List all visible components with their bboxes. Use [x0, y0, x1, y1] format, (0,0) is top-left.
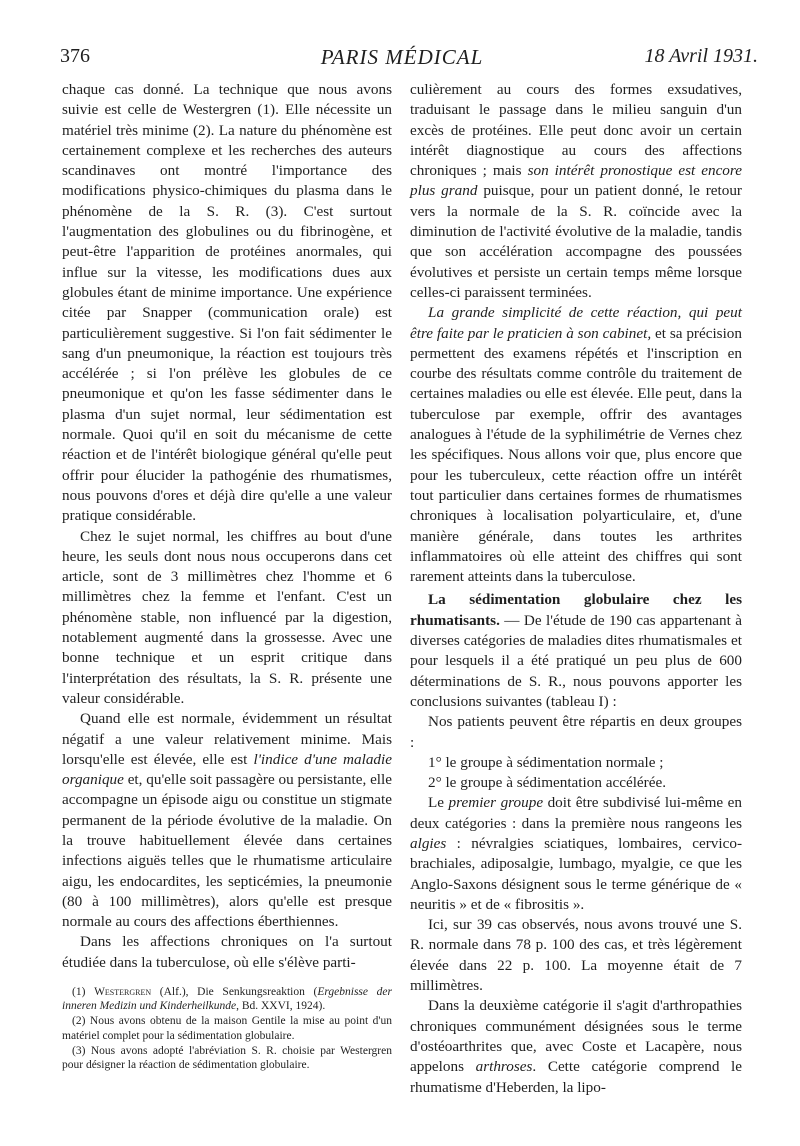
paragraph: Dans les affections chroniques on l'a surtout étudiée dans la tuberculose, où elle s'élève parti-	[62, 933, 392, 971]
paragraph	[410, 303, 742, 587]
section-heading: La sédimentation globulaire chez les rhumatisants.	[410, 591, 742, 629]
paragraph	[410, 590, 742, 712]
paragraph	[410, 793, 742, 915]
paragraph: Chez le sujet normal, les chiffres au bout d'une heure, les seuls dont nous nous occuperons dans cet article, sont de 3 millimètres chez l'homme et 6 millimètres chez la femme et l'enfant. C'est un phénomène stable, non influencé par la digestion, notablement augmenté dans la grossesse. Avec une bonne technique et un esprit critique dans l'interprétation des résultats, la S. R. présente une valeur considérable.	[62, 527, 392, 707]
page-header	[46, 45, 758, 75]
left-column	[62, 80, 392, 1073]
footnote-3: (3) Nous avons adopté l'abréviation S. R. choisie par Westergren pour désigner la réaction de sédimentation globulaire.	[62, 1044, 392, 1072]
page-number: 376	[60, 45, 90, 67]
footnote-2: (2) Nous avons obtenu de la maison Gentile la mise au point d'un matériel complet pour la sédimentation globulaire.	[62, 1015, 392, 1042]
footnote-author: Westergren	[94, 986, 152, 999]
issue-date: 18 Avril 1931.	[644, 45, 758, 67]
text-run: et, qu'elle soit passagère ou persistante, elle accompagne un épisode aigu ou constitue un stigmate permanent de la période évolutive de la maladie. On la trouve habituellement élevée dans certaines infections aiguës telles que le rhumatisme articulaire aigu, les endocardites, les septicémies, la pneumonie (80 à 100 millimètres), alors qu'elle est presque normale au cours des affections éberthiennes.	[62, 771, 392, 931]
text-run: Le	[428, 794, 449, 812]
text-run: , Bd. XXVI, 1924).	[236, 1000, 326, 1013]
list-item: 1° le groupe à sédimentation normale ;	[428, 753, 664, 771]
text-run: culièrement au cours des formes exsudatives, traduisant le passage dans le milieu sanguin d'un excès de protéines. Elle peut donc avoir un certain intérêt diagnostique au cours des affections chroniques ; mais	[410, 81, 742, 180]
footnotes	[62, 985, 392, 1072]
italic-emphasis: La grande simplicité de cette réaction, qui peut être faite par le praticien à son cabinet,	[410, 304, 742, 342]
text-run: et sa précision permettent des examens répétés et l'inscription en courbe des résultats comme contrôle du traitement de certaines maladies ou elle est élevée. Elle peut, dans la tuberculose par exemple, offrir des avantages analogues à l'étude de la syphilimétrie de Vernes chez les spécifiques. Nous allons voir que, plus encore que pour les tuberculeux, cette réaction offre un intérêt tout particulier dans certaines formes de rhumatismes chroniques à localisation polyarticulaire, et, d'une manière générale, dans toutes les arthrites inflammatoires où elle atteint des chiffres qui sont rarement atteints dans la tuberculose.	[410, 324, 742, 586]
footnote-1: (1) Westergren (Alf.), Die Senkungsreaktion (Ergebnisse der inneren Medizin und Kinderheilkunde, Bd. XXVI, 1924).	[62, 986, 392, 1013]
text-run: puisque, pour un patient donné, le retour vers la normale de la S. R. coïncide avec la diminution de l'activité évolutive de la maladie, tandis que son accélération accompagne des poussées évolutives et persiste un certain temps même lorsque celles-ci paraissent terminées.	[410, 182, 742, 301]
paragraph: Nos patients peuvent être répartis en deux groupes :	[410, 713, 742, 751]
text-run: — De l'étude de 190 cas appartenant à diverses catégories de maladies dites rhumatismales et pour lesquels il a été pratiqué un peu plus de 600 déterminations de S. R., nous pouvons apporter les conclusions suivantes (tableau I) :	[410, 611, 742, 710]
italic-emphasis: premier groupe	[448, 794, 544, 812]
footnote-work-title: Ergebnisse der inneren Medizin und Kinderheilkunde	[62, 986, 392, 1013]
text-run: Quand elle est normale, évidemment un résultat négatif a une valeur relativement minime. Mais lorsqu'elle est élevée, elle est	[62, 710, 392, 768]
paragraph: Ici, sur 39 cas observés, nous avons trouvé une S. R. normale dans 78 p. 100 des cas, et très légèrement élevée dans 22 p. 100. La moyenne était de 7 millimètres.	[410, 916, 742, 995]
paragraph	[62, 709, 392, 932]
text-run: doit être subdivisé lui-même en deux catégories : dans la première nous rangeons les	[410, 794, 742, 832]
italic-emphasis: arthroses	[475, 1058, 533, 1076]
paragraph	[410, 80, 742, 303]
list-item: 2° le groupe à sédimentation accélérée.	[428, 774, 666, 792]
italic-emphasis: algies	[410, 834, 447, 852]
text-run: : névralgies sciatiques, lombaires, cervico-brachiales, adiposalgie, lumbago, myalgie, ce que les Anglo-Saxons désignent sous le terme générique de « neuritis » et de « fibrositis ».	[410, 834, 742, 913]
text-run: (Alf.), Die Senkungsreaktion (	[151, 986, 318, 999]
text-run: . Cette catégorie comprend le rhumatisme d'Heberden, la lipo-	[410, 1058, 742, 1096]
italic-emphasis: son intérêt pronostique est encore plus grand	[410, 162, 742, 200]
paragraph	[410, 996, 742, 1097]
italic-emphasis: l'indice d'une maladie organique	[62, 750, 392, 789]
paragraph: chaque cas donné. La technique que nous avons suivie est celle de Westergren (1). Elle nécessite un matériel très minime (2). La nature du phénomène est certainement complexe et les recherches des auteurs scandinaves ont montré l'importance des modifications physico-chimiques du plasma dans le phénomène de la S. R. (3). C'est surtout l'augmentation des globulines ou du fibrinogène, et peut-être l'apparition de protéines anormales, qui influe sur la vitesse, les modifications dues aux globules étant de minime importance. Une expérience citée par Snapper (communication orale) est particulièrement suggestive. Si l'on fait sédimenter le sang d'un pneumonique, la réaction est toujours très accélérée ; si l'on prélève les globules de ce pneumonique et qu'on les fasse sédimenter dans le plasma d'un sujet normal, leur sédimentation est normale. Quoi qu'il en soit du mécanisme de cette réaction et de l'intérêt biologique général qu'elle peut offrir pour élucider la pathogénie des rhumatismes, nous pouvons d'ores et déjà dire qu'elle a une valeur pratique considérable.	[62, 81, 392, 525]
right-column	[410, 80, 742, 1098]
journal-title: PARIS MÉDICAL	[320, 45, 484, 69]
text-run: Dans la deuxième catégorie il s'agit d'arthropathies chroniques communément désignées sous le terme d'ostéoarthrites que, avec Coste et Lacapère, nous appelons	[410, 997, 742, 1076]
